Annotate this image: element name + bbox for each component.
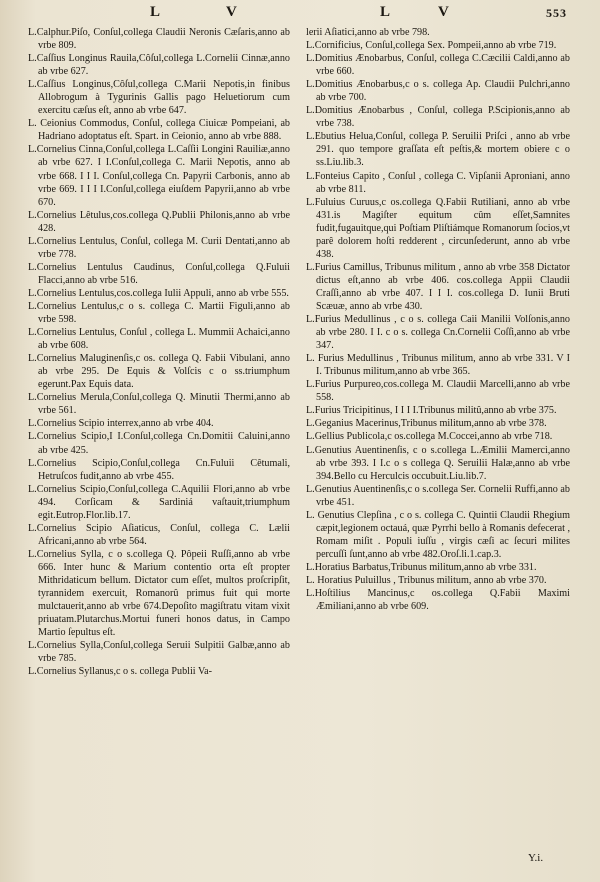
entry: L.Fonteius Capito , Conſul , collega C. Vipſanii Aproniani, anno ab vrbe 811.	[306, 170, 570, 195]
entry: L.Cornelius Sylla, c o s.collega Q. Pôpeii Ruſſi,anno ab vrbe 666. Inter hunc & Marium contentio orta eſt propter Mithridaticum bellum. Dictator cum eſſet, multos proſcripſit, tyrannidem exercuit, Romanorû primus fuit qui morte mulctauerit,anno ab vrbe 674.Depoſito magiſtratu vitam vixit priuatam.Plutarchus.Mortui funeri honos datus, in Campo Martio ſepultus eſt.	[28, 548, 290, 639]
entry: L. Genutius Clepſina , c o s. collega C. Quintii Claudii Rhegium cæpit,legionem octauá, quæ Pyrrhi bello à Romanis defecerat , Romam miſit . Populi iuſſu , virgis cæſi ac ſecuri milites percuſſi ſunt,anno ab vrbe 482.Oroſ.li.1.cap.3.	[306, 509, 570, 560]
entry: L.Geganius Macerinus,Tribunus militum,anno ab vrbe 378.	[306, 418, 547, 430]
entry: L.Domitius Ænobarbus, Conſul, collega C.Cæcilii Caldi,anno ab vrbe 660.	[306, 53, 570, 78]
entry: L.Cornelius Scipio,Conſul,collega Cn.Fuluii Cêtumali, Hetruſcos fudit,anno ab vrbe 455.	[28, 457, 290, 482]
entry: L.Cornelius Lêtulus,cos.collega Q.Publii Philonis,anno ab vrbe 428.	[28, 209, 290, 234]
header-letter-left: L	[150, 4, 162, 20]
entry: L.Fuluius Curuus,c os.collega Q.Fabii Rutiliani, anno ab vrbe 431.is Magiſter equitum cûm eſſet,Samnites fudit,fugauitque,qui Poſtiam Pliſtiámque Romanorum ſocios,vt parê dolorem hoſti redderent , circunſederunt, anno ab vrbe 438.	[306, 196, 570, 260]
entry: L.Genutius Auentinenſis, c o s.collega L.Æmilii Mamerci,anno ab vrbe 393. I I.c o s collega Q. Seruilii Halæ,anno ab vrbe 394.Bello cu Herculcis occubuit.Liu.lib.7.	[306, 444, 570, 482]
entry: L.Hoſtilius Mancinus,c os.collega Q.Fabii Maximi Æmiliani,anno ab vrbe 609.	[306, 588, 570, 613]
entry: L.Furius Camillus, Tribunus militum , anno ab vrbe 358 Dictator dictus eſt,anno ab vrbe 406. cos.collega Appii Claudii Craſſi,anno ab vrbe 407. I I I. cos.collega D. Iunii Bruti Scæuæ, anno ab vrbe 430.	[306, 261, 570, 312]
entry: L.Cornelius Lentulus Caudinus, Conſul,collega Q.Fuluii Flacci,anno ab vrbe 516.	[28, 261, 290, 286]
entry: L.Furius Tricipitinus, I I I I.Tribunus militû,anno ab vrbe 375.	[306, 405, 557, 417]
entry: L.Cornelius Lentulus, Conſul, collega M. Curii Dentati,anno ab vrbe 778.	[28, 235, 290, 260]
entry: L.Cornelius Lentulus, Conſul , collega L. Mummii Achaici,anno ab vrbe 608.	[28, 327, 290, 352]
entry: L.Cornelius Lentulus,c o s. collega C. Martii Figuli,anno ab vrbe 598.	[28, 300, 290, 326]
entry: L.Cornificius, Conſul,collega Sex. Pompeii,anno ab vrbe 719.	[306, 40, 557, 52]
entry: L. Furius Medullinus , Tribunus militum, anno ab vrbe 331. V I I. Tribunus militum,anno ab vrbe 365.	[306, 353, 570, 378]
entry: L.Cornelius Lentulus,cos.collega Iulii Appuli, anno ab vrbe 555.	[28, 287, 289, 299]
entry: L.Cornelius Sylla,Conſul,collega Seruii Sulpitii Galbæ,anno ab vrbe 785.	[28, 640, 290, 665]
entry: L.Cornelius Scipio,Conſul,collega C.Aquilii Flori,anno ab vrbe 494. Corſicam & Sardiniá vaſtauit,triumphum egit.Eutrop.Flor.lib.17.	[28, 483, 290, 521]
entry: L.Cornelius Merula,Conſul,collega Q. Minutii Thermi,anno ab vrbe 561.	[28, 392, 290, 417]
entry: L. Horatius Puluillus , Tribunus militum, anno ab vrbe 370.	[306, 574, 547, 586]
entry: lerii Aſiatici,anno ab vrbe 798.	[306, 27, 430, 38]
page-number: 553	[546, 6, 567, 20]
entry: L.Furius Purpureo,cos.collega M. Claudii Marcelli,anno ab vrbe 558.	[306, 379, 570, 404]
entry: L.Cornelius Syllanus,c o s. collega Publii Va-	[28, 666, 213, 678]
entry: L.Horatius Barbatus,Tribunus militum,anno ab vrbe 331.	[306, 561, 537, 573]
signature-mark: Y.i.	[528, 852, 544, 864]
entry: L.Cornelius Scipio,I I.Conſul,collega Cn.Domitii Caluini,anno ab vrbe 425.	[28, 431, 290, 456]
entry: L.Cornelius Scipio interrex,anno ab vrbe 404.	[28, 418, 214, 430]
entry: L.Furius Medullinus , c o s. collega Caii Manilii Volſonis,anno ab vrbe 280. I I. c o s. collega Cn.Cornelii Coſſi,anno ab vrbe 347.	[306, 314, 570, 352]
entry: L.Cornelius Cinna,Conſul,collega L.Caſſii Longini Rauiliæ,anno ab vrbe 627. I I.Conſul,collega C. Marii Nepotis, anno ab vrbe 668. I I I. Conſul,collega Cn. Papyrii Carbonis, anno ab vrbe 669. I I I I.Conſul,collega eiuſdem Papyrii,anno ab vrbe 670.	[28, 144, 290, 208]
entry: L.Domitius Ænobarbus,c o s. collega Ap. Claudii Pulchri,anno ab vrbe 700.	[306, 79, 570, 104]
entry: L.Cornelius Maluginenſis,c os. collega Q. Fabii Vibulani, anno ab vrbe 295. De Equis & Volſcis c o ss.triumphum egerunt.Pax Equis data.	[28, 353, 290, 391]
entry: L.Cornelius Scipio Aſiaticus, Conſul, collega C. Lælii Africani,anno ab vrbe 564.	[28, 522, 290, 547]
entry: L.Genutius Auentinenſis,c o s.collega Ser. Cornelii Ruffi,anno ab vrbe 451.	[306, 483, 570, 508]
running-header	[0, 4, 600, 24]
header-letter-right: V	[438, 4, 450, 20]
right-column	[306, 26, 570, 613]
entry: L.Gellius Publicola,c os.collega M.Coccei,anno ab vrbe 718.	[306, 431, 553, 443]
header-letter-center-left: V	[226, 4, 238, 20]
entry: L. Ceionius Commodus, Conſul, collega Ciuicæ Pompeiani, ab Hadriano adoptatus eſt. Spart. in Ceionio, anno ab vrbe 888.	[28, 118, 290, 143]
entry: L.Calphur.Piſo, Conſul,collega Claudii Neronis Cæſaris,anno ab vrbe 809.	[28, 27, 290, 52]
entry: L.Caſſius Longinus Rauila,Côſul,collega L.Cornelii Cinnæ,anno ab vrbe 627.	[28, 53, 290, 78]
entry: L.Caſſius Longinus,Côſul,collega C.Marii Nepotis,in finibus Allobrogum à Tygurinis Gallis pago Heluetiorum cum exercitu cæſus eſt, anno ab vrbe 647.	[28, 79, 290, 117]
entry: L.Ebutius Helua,Conſul, collega P. Seruilii Priſci , anno ab vrbe 291. quo tempore graſſata eſt peſtis,& mortem obiere c o ss.Liu.lib.3.	[306, 131, 570, 169]
left-column	[28, 26, 290, 678]
header-letter-center-right: L	[380, 4, 392, 20]
entry: L.Domitius Ænobarbus , Conſul, collega P.Scipionis,anno ab vrbe 738.	[306, 105, 570, 130]
